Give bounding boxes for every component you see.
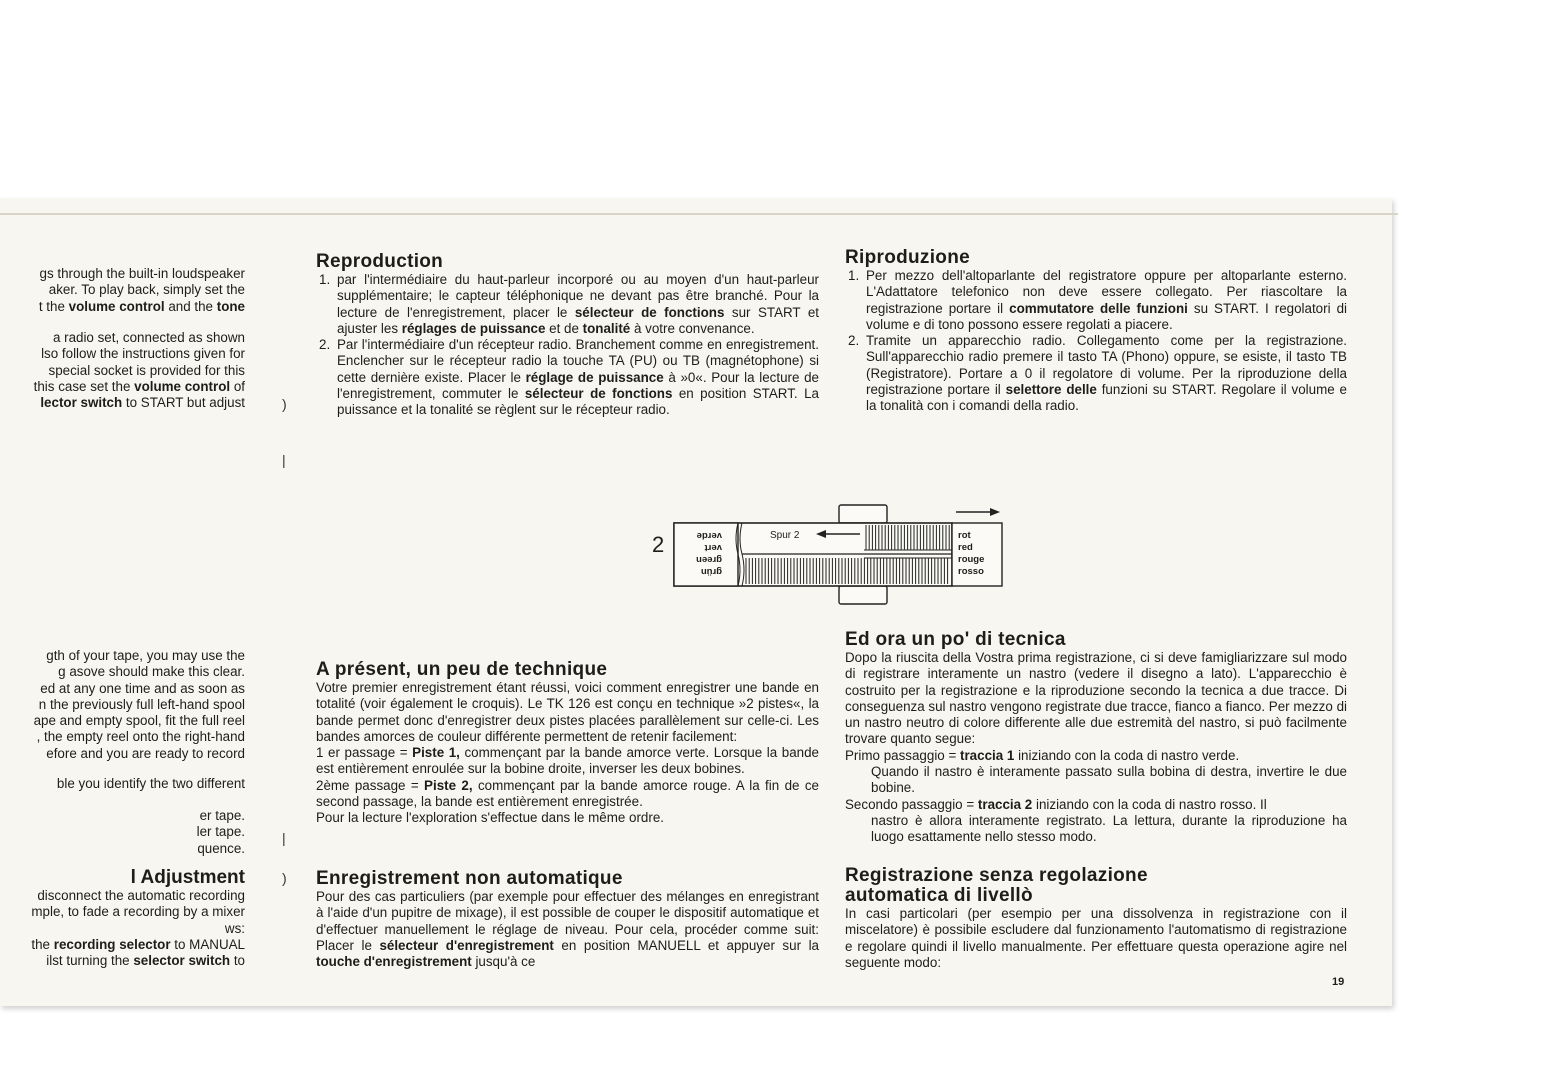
list-item: [845, 333, 1347, 414]
list-item: [316, 272, 819, 337]
right-label-1: rot: [958, 530, 971, 541]
text-line: special socket is provided for this: [48, 362, 245, 378]
text-line: , the empty reel onto the right-hand: [36, 729, 245, 745]
manual-heading: Enregistrement non automatique: [316, 868, 623, 889]
paragraph: 1 er passage = Piste 1, commençant par la bande amorce verte. Lorsque la bande est entièrement enroulée sur la bobine droite, inverser les deux bobines.: [316, 745, 820, 777]
text-line: aker. To play back, simply set the: [48, 282, 245, 298]
text-line: gs through the built-in loudspeaker: [39, 266, 245, 281]
text-line: gth of your tape, you may use the: [46, 648, 245, 663]
list-number: 2.: [319, 337, 331, 353]
margin-mark: |: [282, 830, 286, 846]
passaggio-1: Primo passaggio = traccia 1 iniziando con la coda di nastro verde.: [845, 747, 1240, 763]
riproduzione-list: [845, 268, 1347, 415]
margin-mark: |: [282, 452, 286, 468]
text-line: lso follow the instructions given for: [41, 346, 245, 362]
right-label-2: red: [958, 542, 973, 553]
text-line: er tape.: [199, 808, 245, 823]
text-line: lector switch to START but adjust: [40, 395, 245, 411]
list-item: [845, 268, 1347, 333]
track-label: Spur 2: [770, 530, 800, 541]
paragraph: Votre premier enregistrement étant réussi, voici comment enregistrer une bande en totalité (voir également le croquis). Le TK 126 est conçu en technique »2 pistes«, la bande permet donc d'enregistrer deux pistes placées parallèlement sur celle-ci. Les bandes amorces de couleur différente permettent de retenir facilement:: [316, 680, 819, 744]
italian-tecnica: [845, 630, 1347, 846]
text-line: quence.: [197, 840, 245, 856]
passaggio-2: Secondo passaggio = traccia 2 iniziando con la coda di nastro rosso. Il: [845, 796, 1267, 812]
text-line: ws:: [224, 920, 245, 936]
italian-senza: [845, 866, 1347, 971]
riproduzione-heading: Riproduzione: [845, 247, 970, 268]
english-block-radio: [0, 330, 245, 411]
head-bottom: [839, 586, 887, 604]
french-technique: [316, 660, 819, 827]
left-label-2: green: [696, 554, 722, 565]
reproduction-heading: Reproduction: [316, 251, 444, 272]
list-text: Per mezzo dell'altoparlante del registratore oppure per altoparlante esterno. L'Adattatore telefonico non deve essere collegato. Per riascoltare la registrazione portare il commutatore delle funzioni su START. I regolatori di volume e di tono possono essere regolati a piacere.: [866, 268, 1348, 332]
track-2-hatching: [866, 525, 949, 550]
list-number: 2.: [848, 333, 860, 349]
english-block-identify: [0, 776, 245, 792]
text-line: mple, to fade a recording by a mixer: [31, 904, 245, 920]
text-line: ape and empty spool, fit the full reel: [33, 713, 245, 729]
text-line: ler tape.: [196, 824, 245, 840]
text-line: efore and you are ready to record: [46, 745, 245, 761]
text-line: ble you identify the two different: [56, 776, 245, 791]
text-line: g asove should make this clear.: [58, 664, 245, 680]
text-line: ilst turning the selector switch to: [46, 953, 245, 969]
paragraph: 2ème passage = Piste 2, commençant par la bande amorce rouge. A la fin de ce second passage, la bande est entièrement enregistrée.: [316, 777, 819, 810]
manual-paragraph: Pour des cas particuliers (par exemple pour effectuer des mélanges en enregistrant à l'aide d'un pupitre de mixage), il est possible de couper le dispositif automatique et d'effectuer manuellement le réglage de niveau. Pour cela, procéder comme suit: Placer le sélecteur d'enregistrement en position MANUELL et appuyer sur la touche d'enregistrement jusqu'à ce: [316, 889, 819, 970]
left-label-3: vert: [704, 542, 722, 553]
left-label-4: verde: [696, 530, 722, 541]
english-block-sequence: [0, 808, 245, 857]
paragraph: Pour la lecture l'exploration s'effectue dans le même ordre.: [316, 810, 664, 826]
margin-mark: ): [282, 396, 287, 412]
english-adjustment-heading-wrap: [0, 868, 245, 888]
head-top: [839, 505, 887, 523]
list-text: Tramite un apparecchio radio. Collegamento come per la registrazione. Sull'apparecchio radio premere il tasto TA (Phono) oppure, se esiste, il tasto TB (Registratore). Portare a 0 il regolatore di volume. Per la riproduzione della registrazione portare il selettore delle funzioni su START. Regolare il volume e la tonalità con i comandi della radio.: [866, 333, 1347, 414]
left-label-1: grün: [700, 566, 722, 577]
tecnica-heading: Ed ora un po' di tecnica: [845, 629, 1066, 650]
page-edge: [0, 213, 1398, 215]
direction-arrow-right: [990, 508, 1000, 516]
margin-mark: ): [282, 870, 287, 886]
english-adjustment-heading: l Adjustment: [130, 868, 245, 888]
technique-heading: A présent, un peu de technique: [316, 659, 608, 680]
text-line: n the previously full left-hand spool: [38, 696, 245, 712]
technique-body: [316, 680, 819, 827]
text-line: ed at any one time and as soon as: [40, 680, 245, 696]
right-label-3: rouge: [958, 554, 985, 565]
diagram-number: 2: [652, 532, 665, 557]
english-block-adjustment: [0, 888, 245, 969]
right-label-4: rosso: [958, 566, 984, 577]
english-block-playback: [0, 266, 245, 315]
text-line: the recording selector to MANUAL: [31, 936, 245, 952]
english-block-tape-length: [0, 648, 245, 762]
passaggio-2-cont: nastro è allora interamente registrato. La lettura, durante la riproduzione ha luogo esattamente nello stesso modo.: [871, 812, 1347, 845]
senza-paragraph: In casi particolari (per esempio per una dissolvenza in registrazione con il miscelatore) è possibile escludere dal funzionamento l'automatismo di registrazione e regolare quindi il livello manualmente. Per effettuare questa operazione agire nel seguente modo:: [845, 906, 1347, 970]
list-number: 1.: [848, 268, 860, 283]
page-number: 19: [1332, 976, 1345, 988]
list-item: [316, 337, 819, 418]
text-line: this case set the volume control of: [33, 378, 245, 394]
tecnica-paragraph: Dopo la riuscita della Vostra prima registrazione, ci si deve famigliarizzare sul modo di registrare interamente un nastro (vedere il disegno a lato). L'apparecchio è costruito per la registrazione e la riproduzione secondo la tecnica a due tracce. Di conseguenza sul nastro vengono registrate due tracce, fianco a fianco. Per mezzo di un nastro neutro di colore differente alle due estremità del nastro, si può facilmente trovare quanto segue:: [845, 650, 1347, 747]
text-line: a radio set, connected as shown: [52, 330, 245, 345]
italian-riproduzione: [845, 248, 1347, 415]
french-manual: [316, 869, 819, 970]
reproduction-list: [316, 272, 819, 419]
text-line: disconnect the automatic recording: [37, 888, 245, 903]
senza-heading-line1: Registrazione senza regolazione: [845, 865, 1148, 886]
tape-diagram: [650, 500, 1010, 608]
french-reproduction: [316, 252, 819, 419]
senza-heading-line2: automatica di livellò: [845, 885, 1033, 906]
list-text: Par l'intermédiaire d'un récepteur radio. Branchement comme en enregistrement. Enclencher sur le récepteur radio la touche TA (PU) ou TB (magnétophone) si cette dernière existe. Placer le réglage de puissance à »0«. Pour la lecture de l'enregistrement, commuter le sélecteur de fonctions en position START. La puissance et la tonalité se règlent sur le récepteur radio.: [337, 337, 820, 418]
list-number: 1.: [319, 272, 331, 287]
list-text: par l'intermédiaire du haut-parleur incorporé ou au moyen d'un haut-parleur supplémentaire; le capteur téléphonique ne devant pas être branché. Pour la lecture de l'enregistrement, placer le sélecteur de fonctions sur START et ajuster les réglages de puissance et de tonalité à votre convenance.: [337, 272, 819, 336]
passaggio-1-cont: Quando il nastro è interamente passato sulla bobina di destra, invertire le due bobine.: [871, 764, 1347, 796]
text-line: t the volume control and the tone: [38, 298, 245, 314]
